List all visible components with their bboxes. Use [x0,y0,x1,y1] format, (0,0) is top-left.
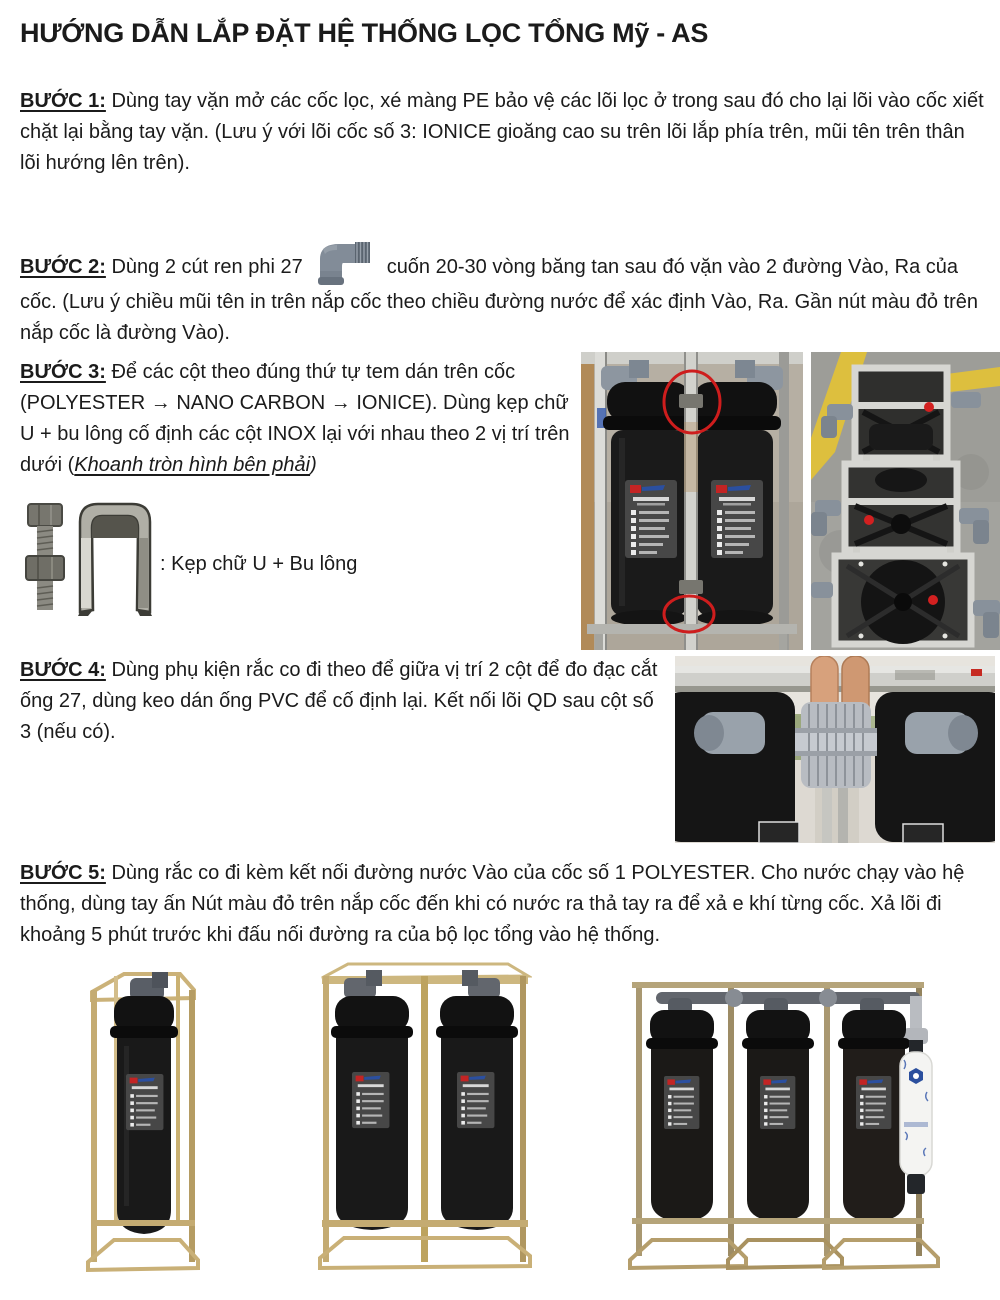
single-column-drawing [84,968,202,1286]
canister-label [457,1072,494,1128]
step-2-label: BƯỚC 2: [20,256,106,278]
uclamp-bolt-drawing [18,498,156,616]
page-title: HƯỚNG DẪN LẮP ĐẶT HỆ THỐNG LỌC TỔNG Mỹ - AS [20,18,709,48]
step-5-text: Dùng rắc co đi kèm kết nối đường nước Vào của cốc số 1 POLYESTER. Cho nước chạy vào hệ thống, dùng tay ấn Nút màu đỏ trên nắp cốc đến khi có nước ra thả tay ra để xả e khí từng cốc. Xả lõi đi khoảng 5 phút trước khi đấu nối đường ra của bộ lọc tổng vào hệ thống. [20,862,965,946]
top-view-drawing [811,352,1000,650]
pvc-elbow-drawing [313,237,375,287]
step-4-text: Dùng phụ kiện rắc co đi theo để giữa vị trí 2 cột để đo đạc cắt ống 27, dùng keo dán ống PVC để cố định lại. Kết nối lõi QD sau cột số 3 (nếu có). [20,659,658,743]
photo-step4-union-closeup [675,656,995,843]
uclamp-caption: : Kẹp chữ U + Bu lông [160,553,358,575]
photo-double-column-system [318,962,532,1282]
photo-uclamp-bolt [18,498,156,616]
step-1-text: Dùng tay vặn mở các cốc lọc, xé màng PE bảo vệ các lõi lọc ở trong sau đó cho lại lõi vào cốc xiết chặt lại bằng tay vặn. (Lưu ý với lõi cốc số 3: IONICE gioăng cao su trên lõi lắp phía trên, mũi tên trên thân lõi hướng lên trên). [20,90,984,174]
step-2-paragraph [20,237,988,349]
step-3-close-paren: ) [310,454,317,476]
canister-label [352,1072,389,1128]
double-column-drawing [318,962,532,1282]
union-closeup-drawing [675,656,995,843]
step-1-label: BƯỚC 1: [20,90,106,112]
step-3-text: Để các cột theo đúng thứ tự tem dán trên cốc (POLYESTER → NANO CARBON → IONICE). Dùng kẹp chữ U + bu lông cố định các cột INOX lại với nhau theo 2 vị trí trên dưới ( [20,361,570,476]
step-1-paragraph [20,86,988,179]
step-5-paragraph [20,858,988,951]
photo-step3-top-view [811,352,1000,650]
step-4-label: BƯỚC 4: [20,659,106,681]
slim-white-filter [900,1040,932,1194]
photo-triple-column-system [628,972,940,1274]
step-2-text-after: cuốn 20-30 vòng băng tan sau đó vặn vào 2 đường Vào, Ra của cốc. (Lưu ý chiều mũi tên in trên nắp cốc theo chiều đường nước để xác định Vào, Ra. Gần nút màu đỏ trên nắp cốc là đường Vào). [20,256,979,344]
pvc-elbow-inline-photo [313,237,375,287]
step-4-paragraph [20,655,668,748]
step-2-text-before: Dùng 2 cút ren phi 27 [105,256,303,278]
two-columns-drawing [581,352,803,650]
step-5-label: BƯỚC 5: [20,862,106,884]
photo-single-column-system [84,968,202,1286]
photo-step3-two-columns [581,352,803,650]
canister-label [126,1074,163,1130]
canister-label [625,480,677,558]
canister-label [711,480,763,558]
triple-column-drawing [628,972,940,1274]
step-3-emphasis: Khoanh tròn hình bên phải [74,454,311,476]
step-3-paragraph [20,357,582,481]
step-3-label: BƯỚC 3: [20,361,106,383]
